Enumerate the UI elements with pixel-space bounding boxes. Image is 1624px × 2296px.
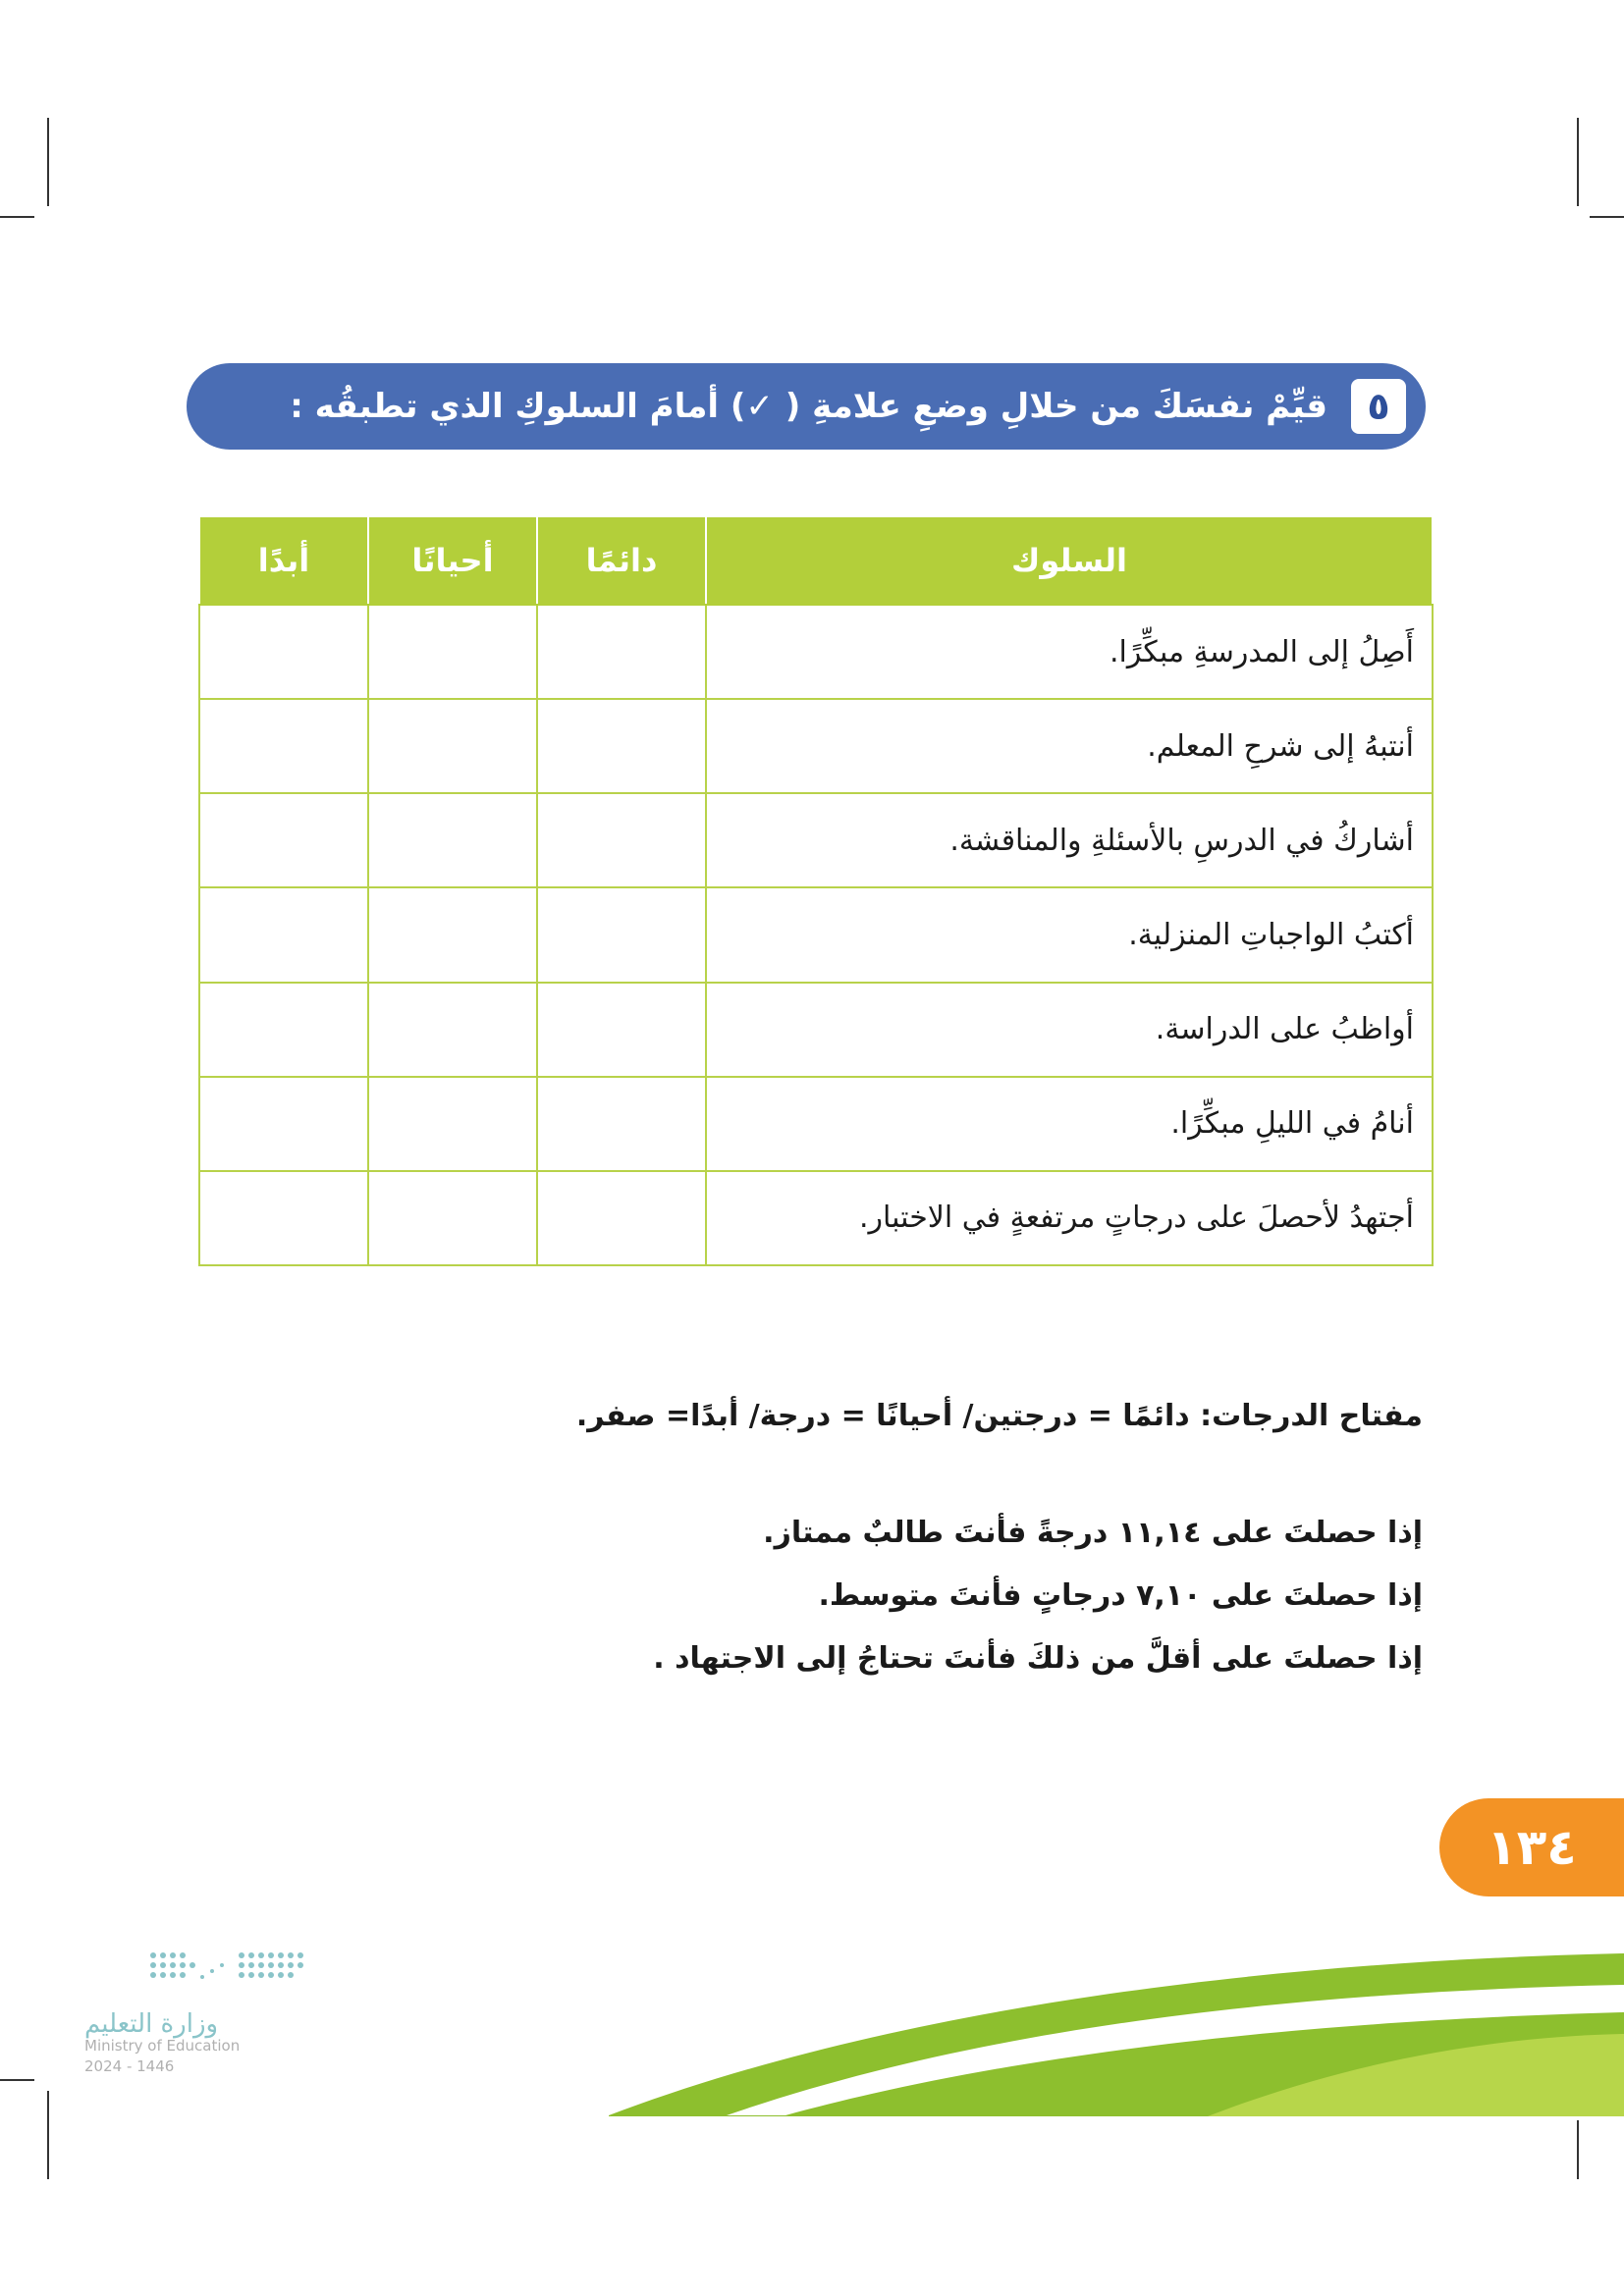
never-checkbox-cell[interactable] [199,1077,368,1171]
question-banner [187,363,1426,450]
grading-key: مفتاح الدرجات: دائمًا = درجتين/ أحيانًا = درجة/ أبدًا= صفر. [575,1399,1423,1433]
behavior-cell: أَصِلُ إلى المدرسةِ مبكِّرًا. [706,605,1433,699]
grade-needs-effort: إذا حصلتَ على أقلَّ من ذلكَ فأنتَ تحتاجُ إلى الاجتهاد . [653,1641,1423,1676]
header-never: أبدًا [199,516,368,605]
grade-average: إذا حصلتَ على ٧,١٠ درجاتٍ فأنتَ متوسط. [818,1578,1423,1613]
always-checkbox-cell[interactable] [537,605,706,699]
grade-interpretations [653,1502,1423,1690]
table-row [199,1171,1433,1265]
table-row [199,699,1433,793]
header-behavior: السلوك [706,516,1433,605]
table-row [199,983,1433,1077]
question-number: ٥ [1351,379,1406,434]
table-row [199,887,1433,982]
sometimes-checkbox-cell[interactable] [368,983,537,1077]
ministry-name-english: Ministry of Education [84,2037,241,2055]
crop-mark-top-left-h [0,216,34,218]
table-row [199,1077,1433,1171]
never-checkbox-cell[interactable] [199,983,368,1077]
crop-mark-top-left [47,118,49,206]
behavior-cell: أجتهدُ لأحصلَ على درجاتٍ مرتفعةٍ في الاختبار. [706,1171,1433,1265]
question-text: قيِّمْ نفسَكَ من خلالِ وضعِ علامةِ ( ✓) أمامَ السلوكِ الذي تطبقُه : [290,387,1327,426]
table-header-row [199,516,1433,605]
behavior-cell: أنتبهُ إلى شرحِ المعلم. [706,699,1433,793]
crop-mark-top-right-h [1590,216,1624,218]
green-wave-decoration [609,1944,1624,2120]
never-checkbox-cell[interactable] [199,699,368,793]
page-number: ١٣٤ [1439,1798,1624,1896]
sometimes-checkbox-cell[interactable] [368,605,537,699]
sometimes-checkbox-cell[interactable] [368,793,537,887]
grade-excellent: إذا حصلتَ على ١١,١٤ درجةً فأنتَ طالبٌ ممتاز. [763,1516,1423,1550]
never-checkbox-cell[interactable] [199,887,368,982]
edition-year: 2024 - 1446 [84,2057,175,2075]
behavior-cell: أشاركُ في الدرسِ بالأسئلةِ والمناقشة. [706,793,1433,887]
crop-mark-bottom-left-h [0,2079,34,2081]
always-checkbox-cell[interactable] [537,1171,706,1265]
always-checkbox-cell[interactable] [537,699,706,793]
table-row [199,605,1433,699]
behavior-cell: أنامُ في الليلِ مبكِّرًا. [706,1077,1433,1171]
header-always: دائمًا [537,516,706,605]
always-checkbox-cell[interactable] [537,793,706,887]
never-checkbox-cell[interactable] [199,605,368,699]
sometimes-checkbox-cell[interactable] [368,1077,537,1171]
sometimes-checkbox-cell[interactable] [368,887,537,982]
never-checkbox-cell[interactable] [199,1171,368,1265]
table-row [199,793,1433,887]
behavior-table [198,515,1434,1266]
sometimes-checkbox-cell[interactable] [368,699,537,793]
never-checkbox-cell[interactable] [199,793,368,887]
always-checkbox-cell[interactable] [537,983,706,1077]
crop-mark-top-right [1577,118,1579,206]
behavior-cell: أواظبُ على الدراسة. [706,983,1433,1077]
always-checkbox-cell[interactable] [537,887,706,982]
crop-mark-bottom-left [47,2091,49,2179]
ministry-name-arabic: وزارة التعليم [84,2009,219,2039]
sometimes-checkbox-cell[interactable] [368,1171,537,1265]
always-checkbox-cell[interactable] [537,1077,706,1171]
header-sometimes: أحيانًا [368,516,537,605]
behavior-cell: أكتبُ الواجباتِ المنزلية. [706,887,1433,982]
